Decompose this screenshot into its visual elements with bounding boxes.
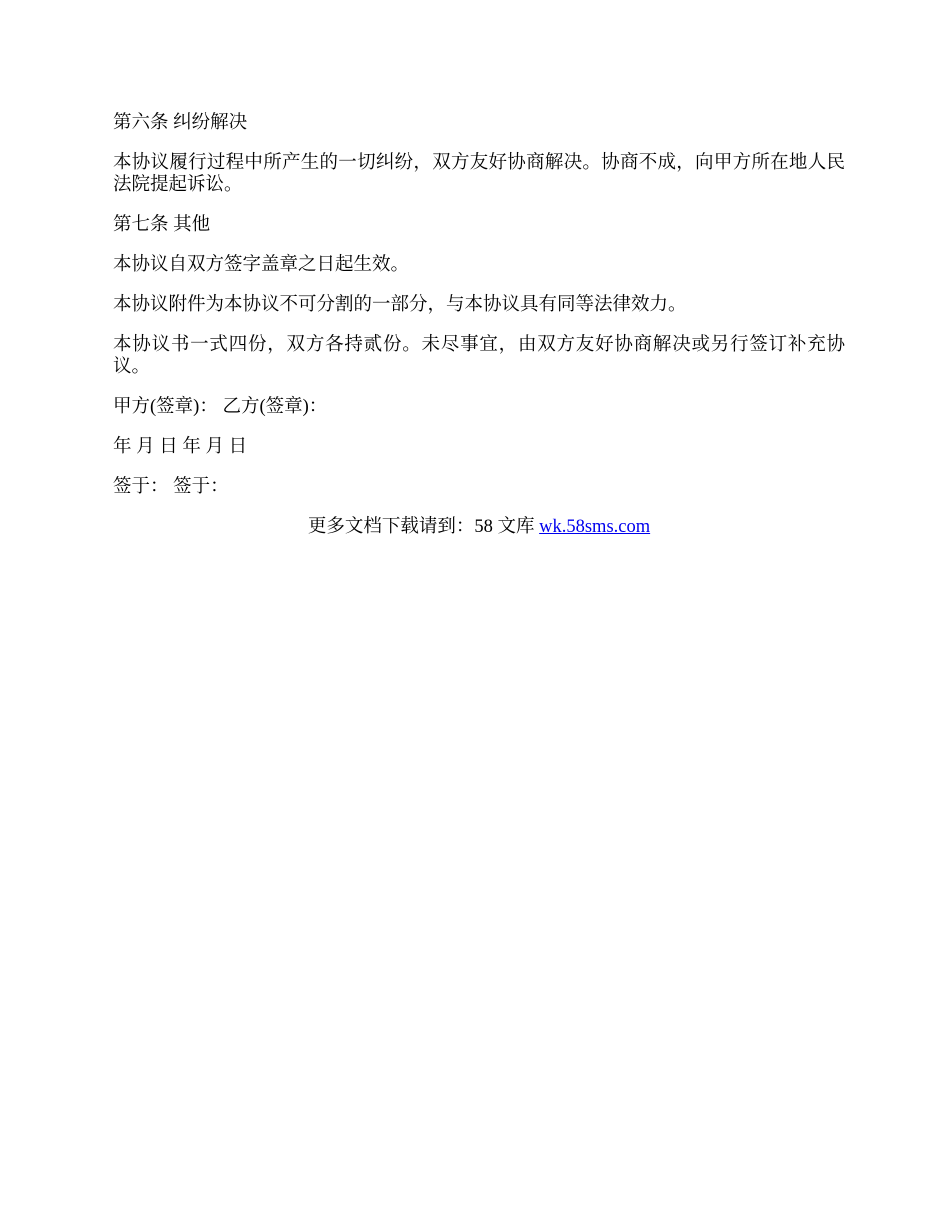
paragraph-copies: 本协议书一式四份，双方各持贰份。未尽事宜，由双方友好协商解决或另行签订补充协议。 xyxy=(113,335,845,377)
footer-note xyxy=(113,516,845,538)
paragraph-effective-date: 本协议自双方签字盖章之日起生效。 xyxy=(113,255,410,275)
document-body xyxy=(113,112,845,538)
footer-note-text: 更多文档下载请到：58 文库 xyxy=(307,517,540,537)
signature-line-parties: 甲方(签章)： 乙方(签章)： xyxy=(113,397,328,417)
article-6-heading: 第六条 纠纷解决 xyxy=(113,113,248,133)
paragraph-dispute-resolution: 本协议履行过程中所产生的一切纠纷，双方友好协商解决。协商不成，向甲方所在地人民法院提起诉讼。 xyxy=(113,153,845,195)
signature-line-signed-at: 签于： 签于： xyxy=(113,477,229,497)
footer-download-link[interactable]: wk.58sms.com xyxy=(539,517,651,537)
signature-line-date: 年 月 日 年 月 日 xyxy=(113,437,248,457)
article-7-heading: 第七条 其他 xyxy=(113,215,211,235)
paragraph-attachments: 本协议附件为本协议不可分割的一部分，与本协议具有同等法律效力。 xyxy=(113,295,687,315)
